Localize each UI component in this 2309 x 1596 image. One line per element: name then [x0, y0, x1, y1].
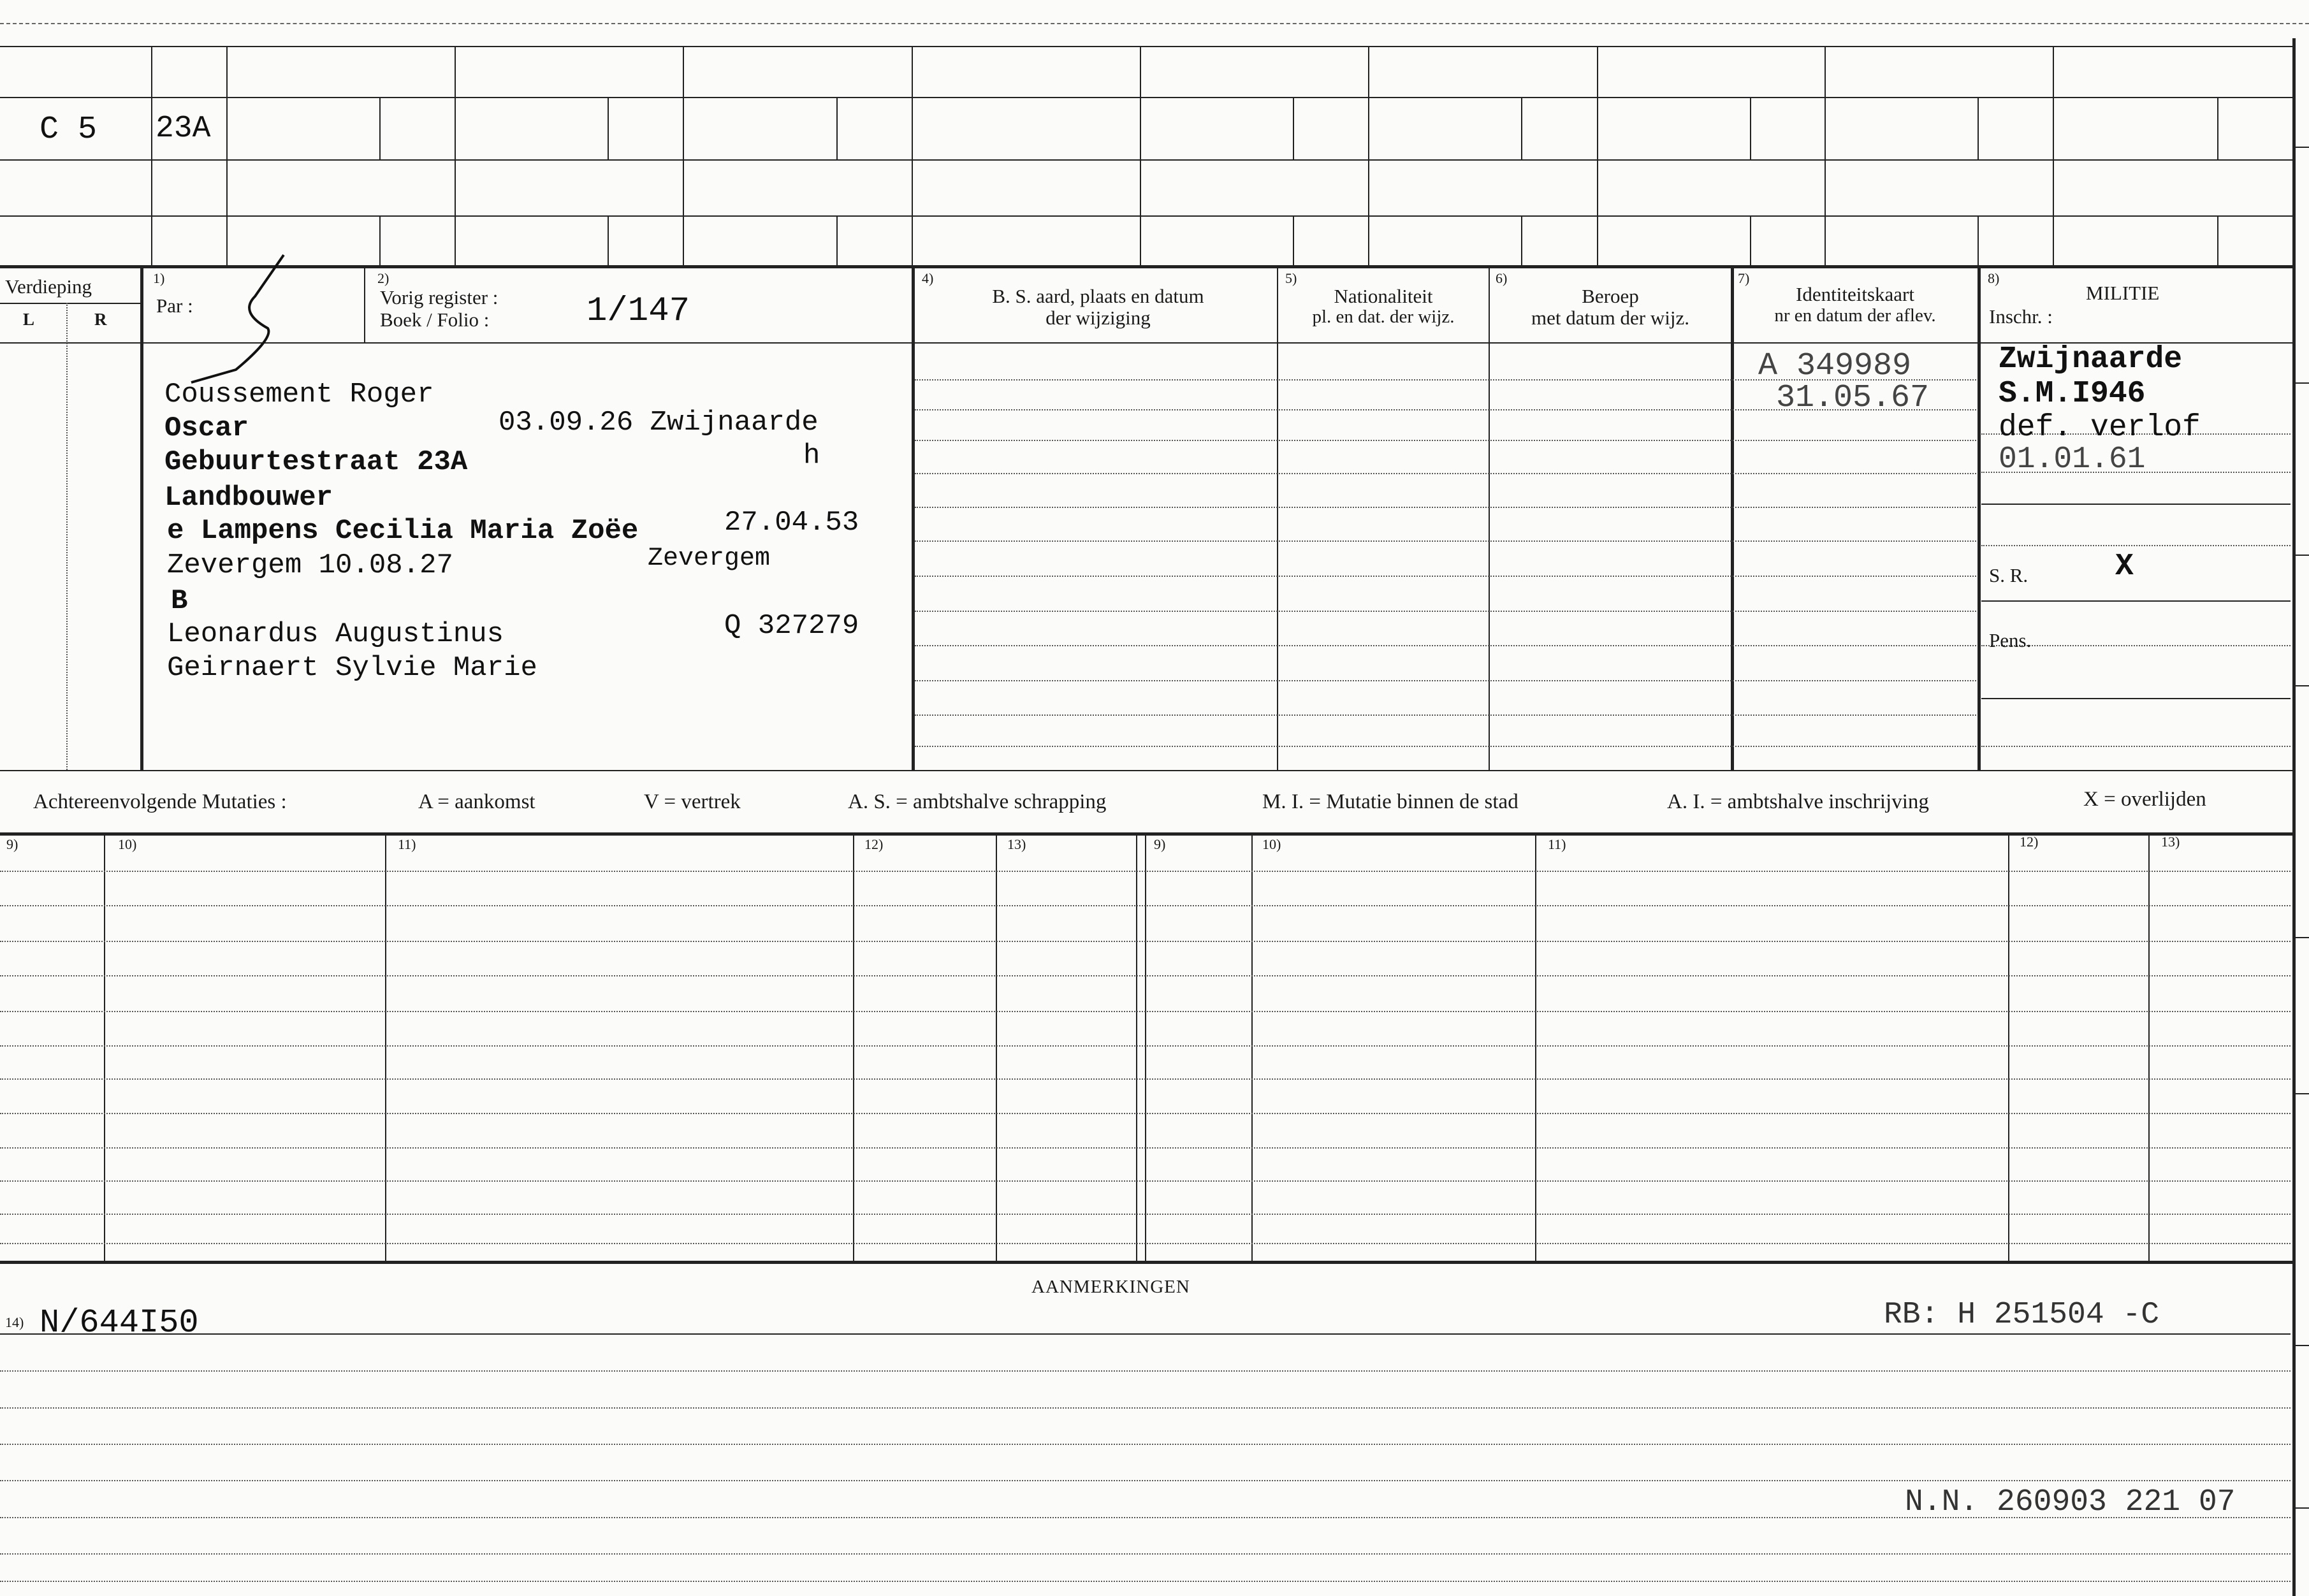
person-line-9: Geirnaert Sylvie Marie [167, 652, 537, 684]
top-tick [1750, 97, 1751, 159]
top-tick [379, 215, 381, 265]
person-line-8: Leonardus Augustinus [167, 618, 504, 650]
mut-rule [0, 1147, 2291, 1149]
person-line-8-code: Q 327279 [724, 610, 859, 642]
mut-col-10b: 10) [1262, 836, 1281, 852]
top-code: C 5 [40, 112, 98, 148]
top-tick [379, 97, 381, 159]
verdieping-divider [0, 303, 142, 304]
id-header-line2: nr en datum der aflev. [1774, 305, 1936, 326]
mutation-as: A. S. = ambtshalve schrapping [848, 790, 1107, 813]
rule-row [915, 611, 1976, 612]
field-number-4: 4) [922, 270, 934, 286]
top-tick [1293, 97, 1294, 159]
mut-col-13b: 13) [2161, 834, 2180, 850]
top-tick [1293, 215, 1294, 265]
inschr-label: Inschr. : [1989, 305, 2053, 328]
top-tick [1750, 215, 1751, 265]
top-border-line [0, 46, 2295, 47]
top-row-line-1 [0, 97, 2295, 98]
top-grid-v6 [1140, 46, 1141, 265]
margin-tick [2294, 1507, 2309, 1509]
top-tick [608, 215, 609, 265]
sr-label: S. R. [1989, 564, 2029, 586]
top-tick [1521, 97, 1522, 159]
mut-col-10: 10) [118, 836, 137, 852]
militie-date: 01.01.61 [1999, 442, 2146, 477]
mut-col-13: 13) [1007, 836, 1026, 852]
militie-status: def. verlof [1999, 410, 2201, 445]
bs-header-line1: B. S. aard, plaats en datum [992, 285, 1204, 307]
col-v-nat [1489, 266, 1490, 770]
field-number-6: 6) [1496, 270, 1508, 286]
mutations-title: Achtereenvolgende Mutaties : [33, 790, 287, 813]
margin-tick [2294, 382, 2309, 384]
remarks-top-line [0, 1261, 2295, 1264]
rule-row [915, 473, 1976, 474]
top-tick [1521, 215, 1522, 265]
top-tick [2217, 215, 2218, 265]
mut-rule [0, 1113, 2291, 1114]
beroep-header-line1: Beroep [1582, 285, 1639, 307]
nat-header-line2: pl. en dat. der wijz. [1312, 307, 1455, 327]
col-v-par [364, 266, 365, 342]
sr-value: X [2115, 549, 2134, 584]
mut-col-11b: 11) [1548, 836, 1566, 852]
identity-number: A 349989 [1758, 348, 1912, 384]
militie-rule-solid [1981, 698, 2291, 699]
mutations-top-line [0, 832, 2295, 836]
header-top-line [0, 265, 2295, 268]
person-line-2-birth: 03.09.26 Zwijnaarde [499, 407, 819, 439]
remarks-rule [0, 1581, 2291, 1582]
mut-col-9b: 9) [1154, 836, 1166, 852]
top-tick [608, 97, 609, 159]
mut-rule [0, 1078, 2291, 1080]
right-border [2292, 38, 2296, 1596]
field-number-2: 2) [377, 270, 390, 286]
mut-v-9-10 [104, 834, 105, 1261]
remarks-rule [0, 1370, 2291, 1372]
remarks-nn: N.N. 260903 221 07 [1905, 1485, 2236, 1520]
field-number-14: 14) [5, 1314, 24, 1330]
mut-v-9b-10b [1251, 834, 1253, 1261]
field-number-8: 8) [1988, 270, 2000, 286]
col-v-beroep [1731, 266, 1734, 770]
militie-sm: S.M.I946 [1999, 377, 2146, 411]
mutation-mi: M. I. = Mutatie binnen de stad [1262, 790, 1519, 813]
mut-rule [0, 1045, 2291, 1047]
person-line-6: Zevergem 10.08.27 [167, 549, 453, 581]
remarks-rule [0, 1333, 2291, 1335]
identity-date: 31.05.67 [1776, 380, 1930, 416]
top-grid-v1 [151, 46, 152, 265]
col-v-person [912, 266, 915, 770]
mutation-a: A = aankomst [418, 790, 535, 813]
rule-row [915, 540, 1976, 542]
mut-col-12: 12) [864, 836, 884, 852]
pens-label: Pens. [1989, 629, 2032, 651]
mut-rule [0, 871, 2291, 872]
mut-rule [0, 941, 2291, 942]
rule-row [915, 507, 1976, 508]
rule-row [915, 576, 1976, 577]
header-bottom-line [0, 342, 2295, 344]
person-line-2-name: Oscar [164, 412, 249, 444]
body-bottom-line [0, 770, 2295, 771]
mut-v-11-12 [853, 834, 854, 1261]
nat-header-line1: Nationaliteit [1334, 285, 1433, 307]
mut-v-10b-11b [1535, 834, 1536, 1261]
mut-rule [0, 1243, 2291, 1244]
r-label: R [94, 310, 107, 329]
margin-tick [2294, 1093, 2309, 1094]
bs-header-line2: der wijziging [1045, 307, 1151, 329]
person-line-1: Coussement Roger [164, 379, 434, 410]
militie-place: Zwijnaarde [1999, 342, 2183, 377]
mut-v-12-13 [996, 834, 997, 1261]
person-line-3-mark: h [803, 440, 820, 472]
margin-tick [2294, 937, 2309, 938]
col-v-bs [1277, 266, 1278, 770]
militie-label: MILITIE [2086, 282, 2160, 304]
top-tick [836, 97, 838, 159]
top-tick [836, 215, 838, 265]
verdieping-label: Verdieping [5, 275, 92, 298]
remarks-rb: RB: H 251504 -C [1884, 1298, 2160, 1332]
mut-col-12b: 12) [2020, 834, 2039, 850]
top-grid-v9 [1825, 46, 1826, 265]
mut-rule [0, 1011, 2291, 1012]
top-grid-v2 [226, 46, 228, 265]
remarks-rule [0, 1480, 2291, 1481]
remarks-rule [0, 1517, 2291, 1518]
col-v-l-r [66, 303, 68, 770]
folio-value: 1/147 [586, 292, 690, 331]
l-label: L [23, 310, 35, 329]
top-edge-line [0, 23, 2309, 24]
rule-row [915, 645, 1976, 646]
field-number-1: 1) [153, 270, 165, 286]
par-label: Par : [156, 294, 193, 317]
person-line-5-date: 27.04.53 [724, 507, 859, 539]
militie-rule-solid [1981, 504, 2291, 505]
beroep-header-line2: met datum der wijz. [1531, 307, 1689, 329]
top-number: 23A [156, 112, 211, 146]
militie-rule [1981, 746, 2291, 747]
rule-row [915, 746, 1976, 747]
mut-col-11: 11) [398, 836, 416, 852]
militie-rule-solid [1981, 600, 2291, 602]
mut-rule [0, 1214, 2291, 1215]
remarks-code: N/644I50 [40, 1304, 199, 1342]
mut-rule [0, 1180, 2291, 1182]
rule-row [915, 680, 1976, 681]
remarks-rule [0, 1407, 2291, 1409]
mutation-ai: A. I. = ambtshalve inschrijving [1667, 790, 1929, 813]
mut-rule [0, 905, 2291, 906]
id-header-line1: Identiteitskaart [1796, 283, 1914, 305]
top-tick [1978, 215, 1979, 265]
remarks-title: AANMERKINGEN [1031, 1277, 1190, 1297]
person-line-7: B [171, 585, 188, 617]
margin-tick [2294, 685, 2309, 686]
field-number-7: 7) [1738, 270, 1750, 286]
margin-tick [2294, 1345, 2309, 1346]
mut-v-split-a [1136, 834, 1137, 1261]
mut-rule [0, 975, 2291, 976]
mut-v-10-11 [385, 834, 386, 1261]
top-grid-v3 [455, 46, 456, 265]
person-line-3: Gebuurtestraat 23A [164, 446, 468, 478]
col-v-verdieping [140, 266, 143, 770]
person-line-4: Landbouwer [164, 482, 333, 514]
rule-row [915, 715, 1976, 716]
top-grid-v7 [1368, 46, 1369, 265]
top-grid-v4 [683, 46, 684, 265]
top-grid-v5 [912, 46, 913, 265]
top-row-line-2 [0, 159, 2295, 161]
mut-v-split-b [1145, 834, 1146, 1261]
par-slash-mark [178, 252, 306, 392]
col-v-id [1978, 266, 1981, 770]
rule-row [915, 440, 1976, 441]
mut-v-12b-13b [2148, 834, 2150, 1261]
top-tick [2217, 97, 2218, 159]
boek-folio-label: Boek / Folio : [380, 308, 490, 331]
militie-rule [1981, 545, 2291, 546]
margin-tick [2294, 147, 2309, 148]
mutation-x: X = overlijden [2083, 788, 2206, 811]
mutation-v: V = vertrek [644, 790, 741, 813]
top-grid-v8 [1597, 46, 1598, 265]
top-tick [1978, 97, 1979, 159]
remarks-rule [0, 1444, 2291, 1445]
person-line-6-place: Zevergem [648, 544, 771, 573]
margin-tick [2294, 555, 2309, 556]
person-line-5: e Lampens Cecilia Maria Zoëe [167, 515, 639, 547]
remarks-rule [0, 1553, 2291, 1555]
vorig-register-label: Vorig register : [380, 286, 499, 308]
mut-col-9: 9) [6, 836, 18, 852]
field-number-5: 5) [1285, 270, 1297, 286]
top-grid-v10 [2053, 46, 2054, 265]
mut-v-11b-12b [2008, 834, 2009, 1261]
top-row-line-3 [0, 215, 2295, 217]
